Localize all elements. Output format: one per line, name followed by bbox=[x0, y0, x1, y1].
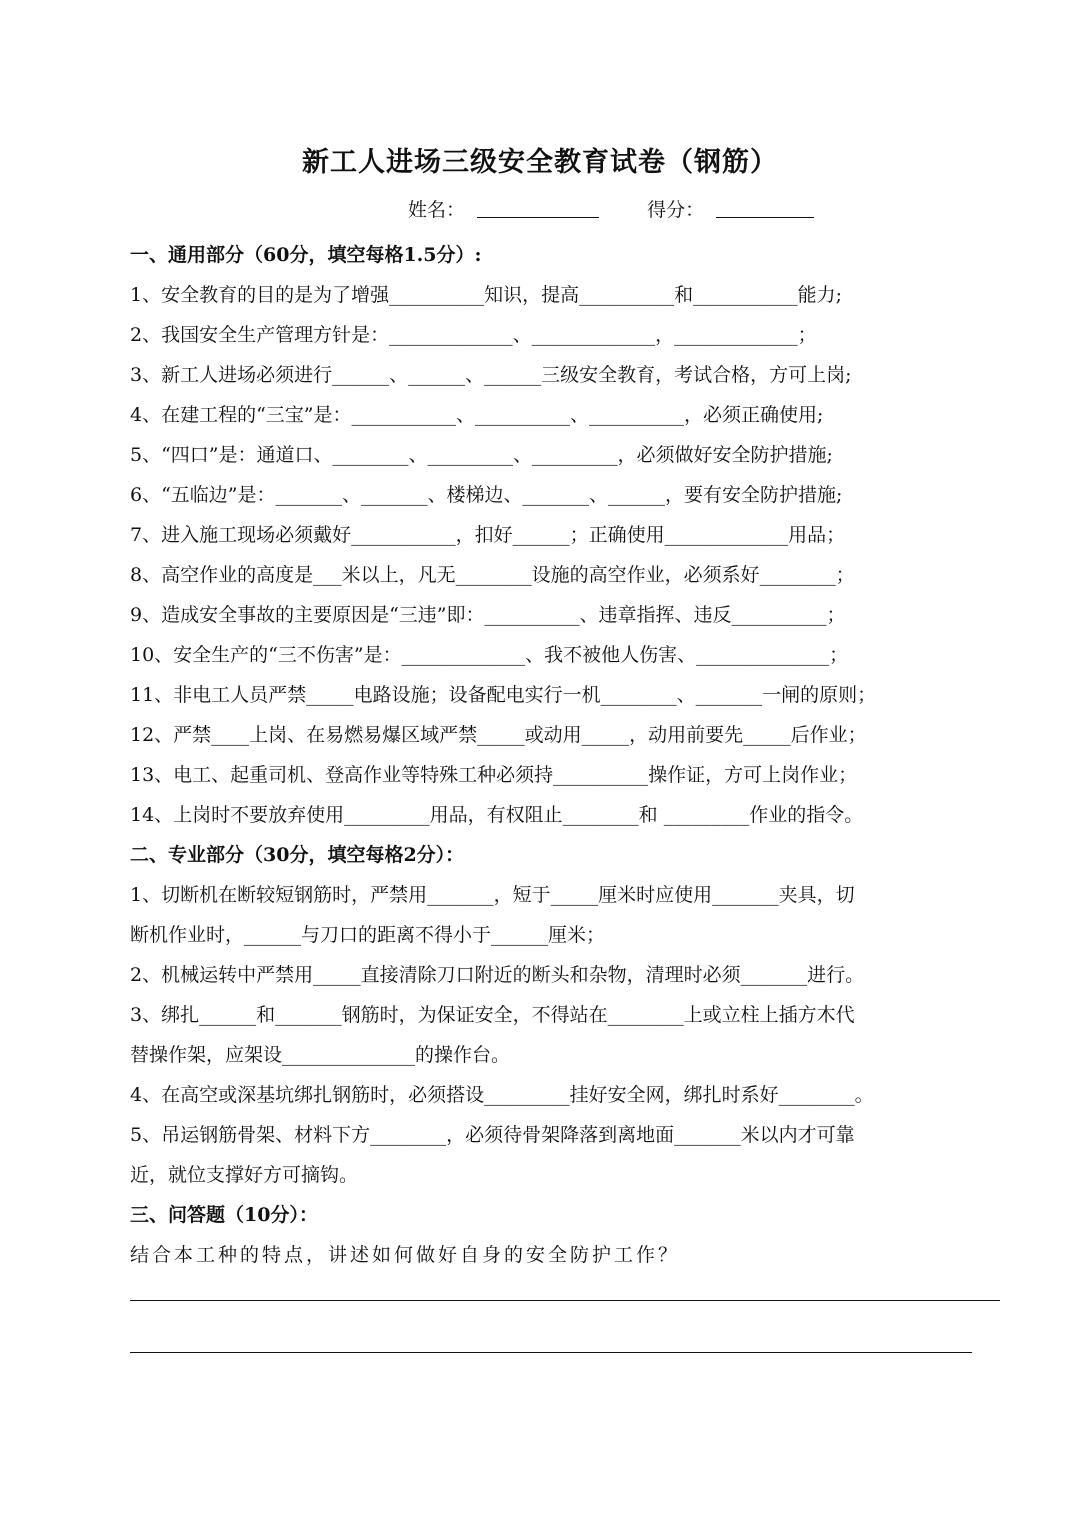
general-question-11: 11、非电工人员严禁_____电路设施；设备配电实行一机________、_______一闸的原则； bbox=[130, 684, 877, 706]
general-question-3: 3、新工人进场必须进行______、______、______三级安全教育，考试合格，方可上岗; bbox=[130, 364, 852, 386]
exam-title: 新工人进场三级安全教育试卷（钢筋） bbox=[302, 147, 778, 178]
section-general-heading: 一、通用部分（60分，填空每格1.5分）: bbox=[130, 244, 482, 266]
score-label: 得分： bbox=[647, 199, 705, 221]
general-question-1: 1、安全教育的目的是为了增强__________知识，提高__________和___________能力; bbox=[130, 284, 842, 306]
general-question-12: 12、严禁____上岗、在易燃易爆区域严禁_____或动用_____，动用前要先_____后作业； bbox=[130, 724, 867, 746]
professional-question-5: 5、吊运钢筋骨架、材料下方________，必须待骨架降落到离地面_______米以内才可靠 bbox=[130, 1124, 855, 1146]
general-question-14: 14、上岗时不要放弃使用_________用品，有权阻止________和 _________作业的指令。 bbox=[130, 804, 864, 826]
score-blank[interactable] bbox=[716, 197, 814, 218]
general-question-2: 2、我国安全生产管理方针是：_____________、_____________，_____________； bbox=[130, 324, 817, 346]
section-professional-heading: 二、专业部分（30分，填空每格2分）： bbox=[130, 844, 465, 866]
general-question-5: 5、“四口”是：通道口、________、_________、_________，必须做好安全防护措施; bbox=[130, 444, 833, 466]
general-question-6: 6、“五临边”是：_______、_______、楼梯边、_______、______，要有安全防护措施; bbox=[130, 484, 843, 506]
general-question-4: 4、在建工程的“三宝”是：___________、__________、__________，必须正确使用; bbox=[130, 404, 824, 426]
general-question-13: 13、电工、起重司机、登高作业等特殊工种必须持__________操作证，方可上岗作业； bbox=[130, 764, 858, 786]
professional-question-3: 3、绑扎______和_______钢筋时，为保证安全，不得站在________上或立柱上插方木代 bbox=[130, 1004, 855, 1026]
qa-question: 结合本工种的特点，讲述如何做好自身的安全防护工作？ bbox=[130, 1244, 681, 1266]
section-qa-heading: 三、问答题（10分）： bbox=[130, 1204, 318, 1226]
general-question-9: 9、造成安全事故的主要原因是“三违”即：__________、违章指挥、违反__________； bbox=[130, 604, 846, 626]
professional-question-1-cont: 断机作业时，______与刀口的距离不得小于______厘米； bbox=[130, 924, 606, 946]
answer-line-2[interactable] bbox=[130, 1352, 972, 1353]
name-label: 姓名： bbox=[408, 199, 466, 221]
general-question-10: 10、安全生产的“三不伤害”是：_____________、我不被他人伤害、______________； bbox=[130, 644, 849, 666]
general-question-7: 7、进入施工现场必须戴好___________，扣好______；正确使用_____________用品； bbox=[130, 524, 846, 546]
name-score-row bbox=[408, 195, 814, 222]
name-blank[interactable] bbox=[477, 197, 599, 218]
general-question-8: 8、高空作业的高度是___米以上，凡无________设施的高空作业，必须系好________； bbox=[130, 564, 855, 586]
professional-question-4: 4、在高空或深基坑绑扎钢筋时，必须搭设_________挂好安全网，绑扎时系好________。 bbox=[130, 1084, 874, 1106]
answer-line-1[interactable] bbox=[130, 1300, 1000, 1301]
professional-question-3-cont: 替操作架，应架设______________的操作台。 bbox=[130, 1044, 511, 1066]
professional-question-1: 1、切断机在断较短钢筋时，严禁用_______，短于_____厘米时应使用_______夹具，切 bbox=[130, 884, 855, 906]
professional-question-5-cont: 近，就位支撑好方可摘钩。 bbox=[130, 1164, 359, 1186]
professional-question-2: 2、机械运转中严禁用_____直接清除刀口附近的断头和杂物，清理时必须_______进行。 bbox=[130, 964, 865, 986]
